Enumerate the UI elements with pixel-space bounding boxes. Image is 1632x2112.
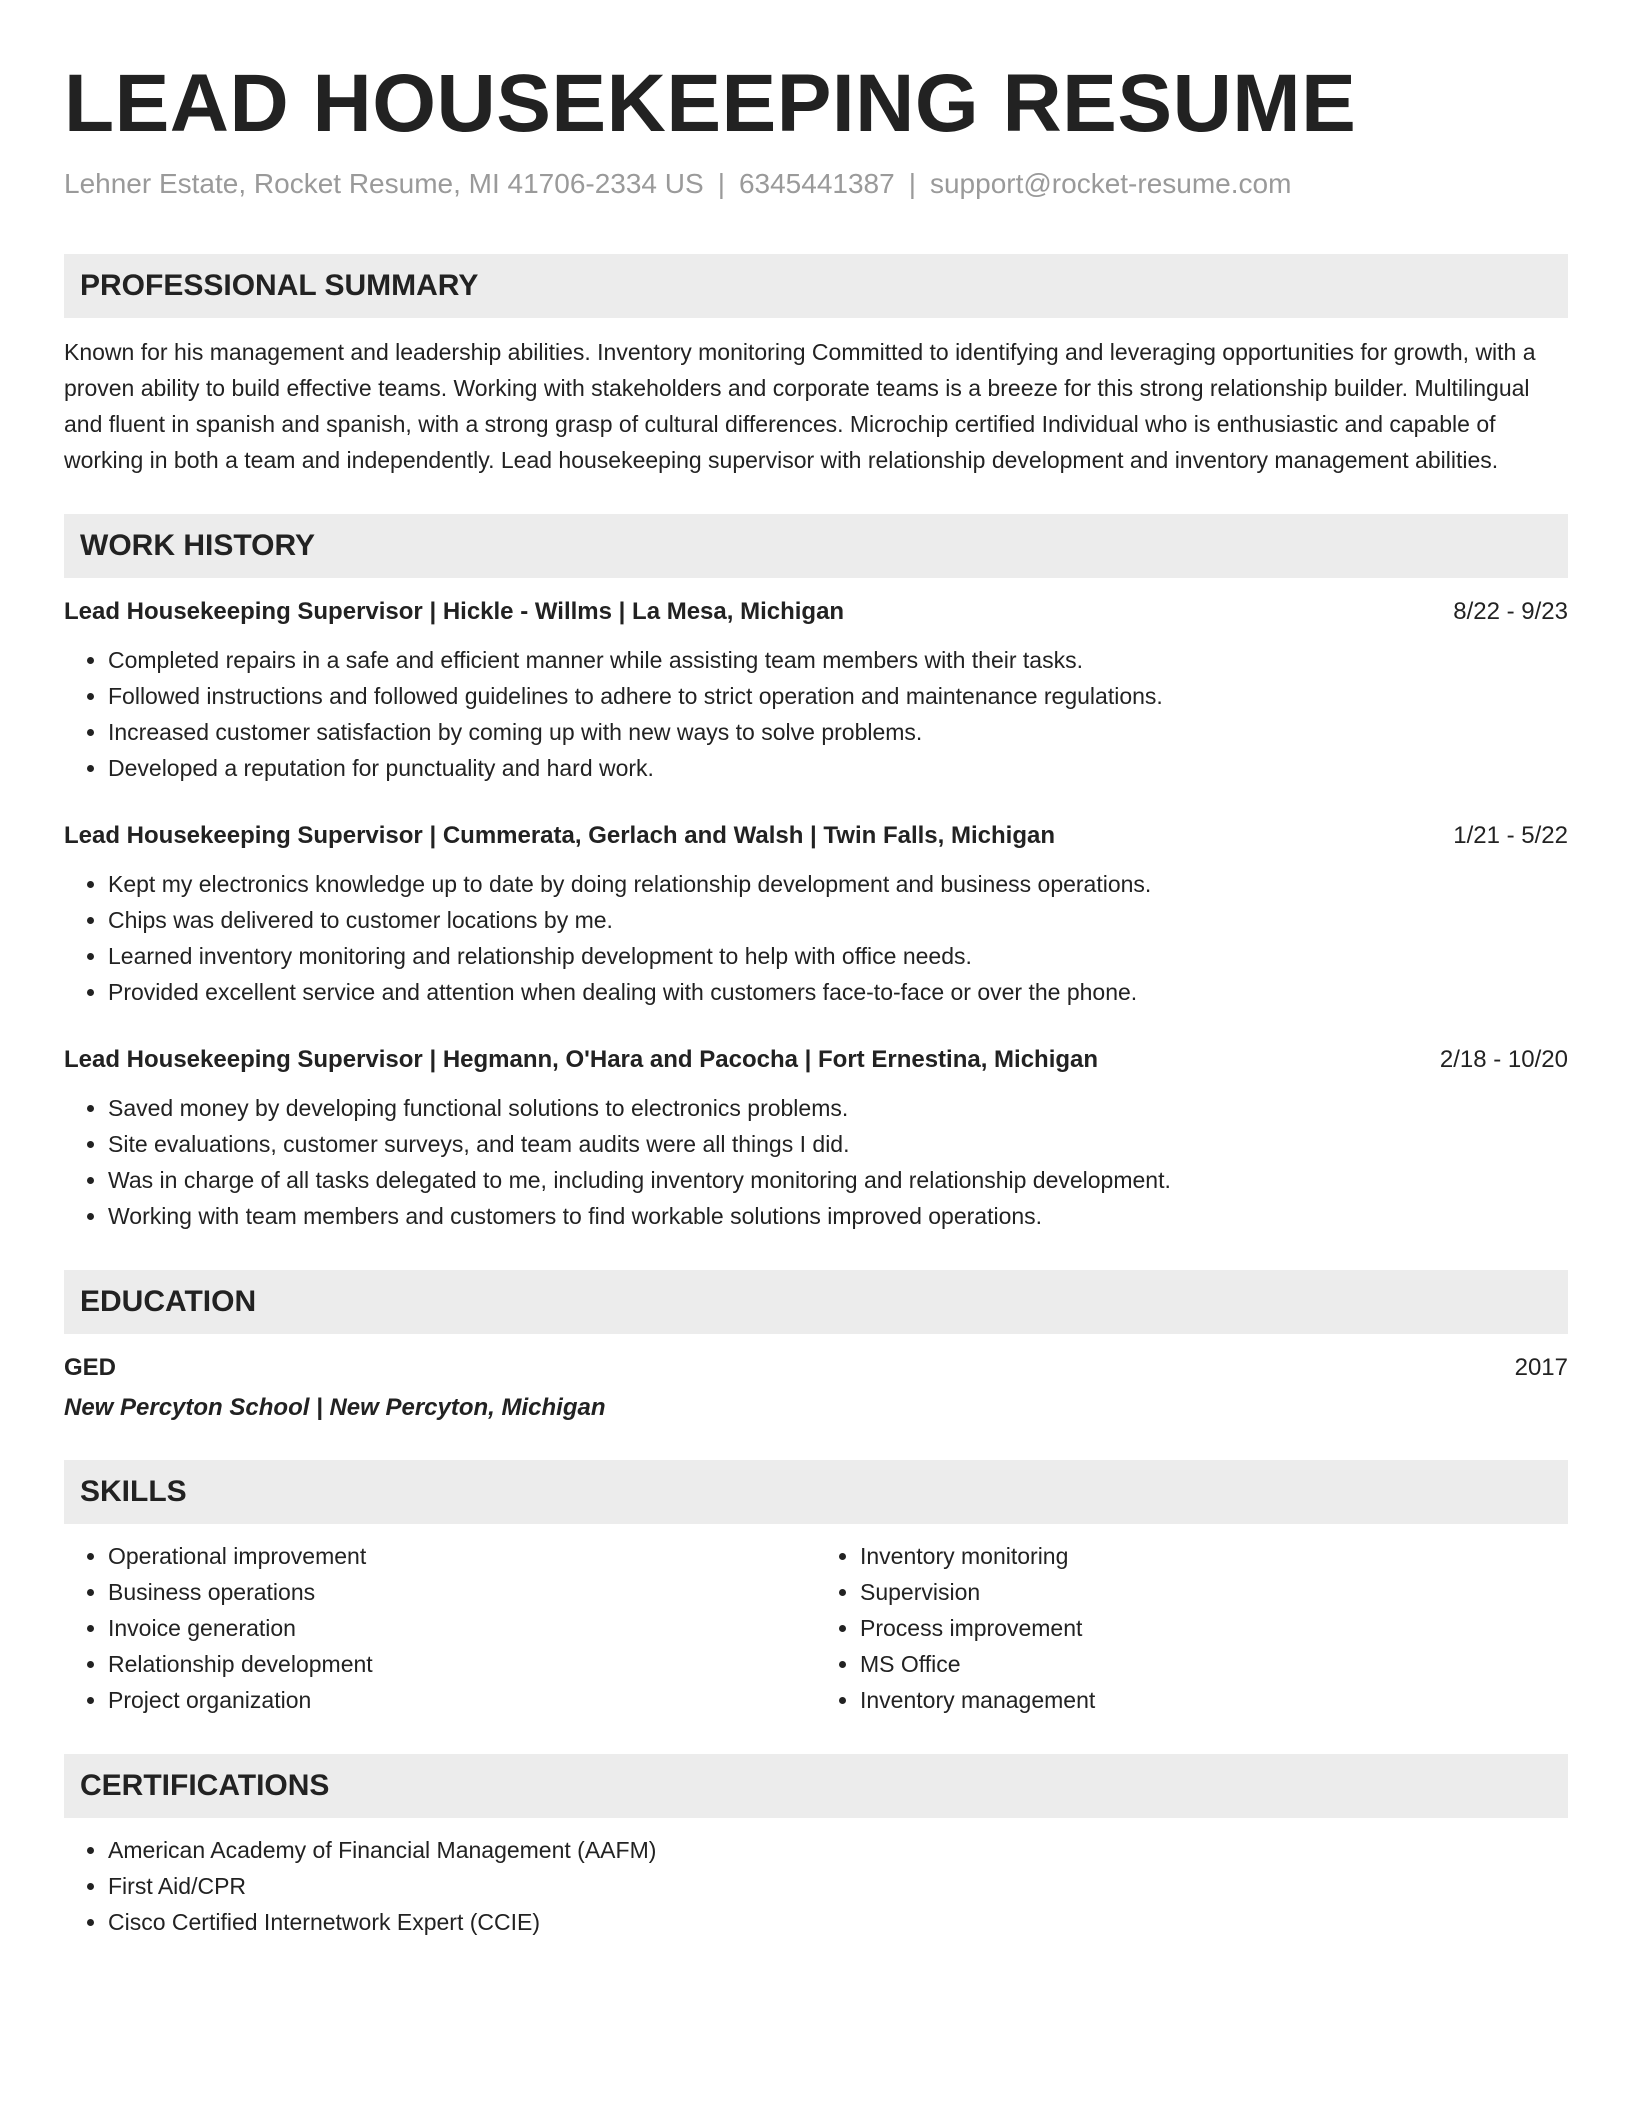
job-bullet: • Was in charge of all tasks delegated to me, including inventory monitoring and relationship development. [108,1162,1568,1198]
job-bullet: • Saved money by developing functional solutions to electronics problems. [108,1090,1568,1126]
contact-email: support@rocket-resume.com [929,168,1292,199]
job-bullet: • Followed instructions and followed guidelines to adhere to strict operation and maintenance regulations. [108,678,1568,714]
job-bullet: • Site evaluations, customer surveys, and team audits were all things I did. [108,1126,1568,1162]
skills-column-right [816,1538,1568,1718]
job-bullets [64,1090,1568,1234]
skills-grid [64,1538,1568,1718]
summary-text: Known for his management and leadership abilities. Inventory monitoring Committed to identifying and leveraging opportunities for growth, with a proven ability to build effective teams. Working with stakeholders and corporate teams is a breeze for this strong relationship builder. Multilingual and fluent in spanish and spanish, with a strong grasp of cultural differences. Microchip certified Individual who is enthusiastic and capable of working in both a team and independently. Lead housekeeping supervisor with relationship development and inventory management abilities. [64,339,1536,473]
education-year: 2017 [1514,1354,1568,1381]
skills-column-left [64,1538,816,1718]
skill-item: • Project organization [108,1682,816,1718]
job-heading: Lead Housekeeping Supervisor | Hickle - Willms | La Mesa, Michigan [64,598,845,625]
job-dates: 1/21 - 5/22 [1453,822,1568,849]
certification-item: • Cisco Certified Internetwork Expert (CCIE) [108,1904,1568,1940]
job-bullet: • Developed a reputation for punctuality and hard work. [108,750,1568,786]
job-entry [64,1044,1568,1234]
contact-separator: | [717,168,725,199]
section-header-summary: PROFESSIONAL SUMMARY [64,254,1568,318]
job-bullet: • Provided excellent service and attention when dealing with customers face-to-face or over the phone. [108,974,1568,1010]
skill-item: • MS Office [860,1646,1568,1682]
job-heading: Lead Housekeeping Supervisor | Hegmann, O'Hara and Pacocha | Fort Ernestina, Michigan [64,1046,1099,1073]
job-header [64,596,1568,628]
skill-item: • Invoice generation [108,1610,816,1646]
skill-item: • Supervision [860,1574,1568,1610]
job-bullet: • Kept my electronics knowledge up to date by doing relationship development and business operations. [108,866,1568,902]
job-bullets [64,866,1568,1010]
job-dates: 2/18 - 10/20 [1439,1046,1568,1073]
contact-line [64,166,1568,202]
education-degree: GED [64,1354,117,1381]
certification-item: • First Aid/CPR [108,1868,1568,1904]
job-dates: 8/22 - 9/23 [1453,598,1568,625]
contact-separator: | [908,168,916,199]
job-bullet: • Chips was delivered to customer locations by me. [108,902,1568,938]
certification-item: • American Academy of Financial Management (AAFM) [108,1832,1568,1868]
section-header-skills: SKILLS [64,1460,1568,1524]
job-heading: Lead Housekeeping Supervisor | Cummerata, Gerlach and Walsh | Twin Falls, Michigan [64,822,1055,849]
education-school: New Percyton School | New Percyton, Michigan [64,1394,606,1421]
job-bullet: • Working with team members and customers to find workable solutions improved operations. [108,1198,1568,1234]
certifications-list [64,1832,1568,1940]
section-header-certifications: CERTIFICATIONS [64,1754,1568,1818]
section-header-work-history: WORK HISTORY [64,514,1568,578]
job-bullet: • Completed repairs in a safe and efficient manner while assisting team members with their tasks. [108,642,1568,678]
skill-item: • Business operations [108,1574,816,1610]
skill-item: • Relationship development [108,1646,816,1682]
job-bullet: • Increased customer satisfaction by coming up with new ways to solve problems. [108,714,1568,750]
job-entry [64,596,1568,786]
skill-item: • Inventory monitoring [860,1538,1568,1574]
contact-phone: 6345441387 [738,168,895,199]
skill-item: • Operational improvement [108,1538,816,1574]
section-header-education: EDUCATION [64,1270,1568,1334]
contact-address: Lehner Estate, Rocket Resume, MI 41706-2334 US [64,168,704,199]
job-entry [64,820,1568,1010]
job-header [64,1044,1568,1076]
education-row [64,1352,1568,1384]
job-header [64,820,1568,852]
job-bullet: • Learned inventory monitoring and relationship development to help with office needs. [108,938,1568,974]
skill-item: • Process improvement [860,1610,1568,1646]
resume-title: LEAD HOUSEKEEPING RESUME [64,58,1357,149]
job-bullets [64,642,1568,786]
skill-item: • Inventory management [860,1682,1568,1718]
